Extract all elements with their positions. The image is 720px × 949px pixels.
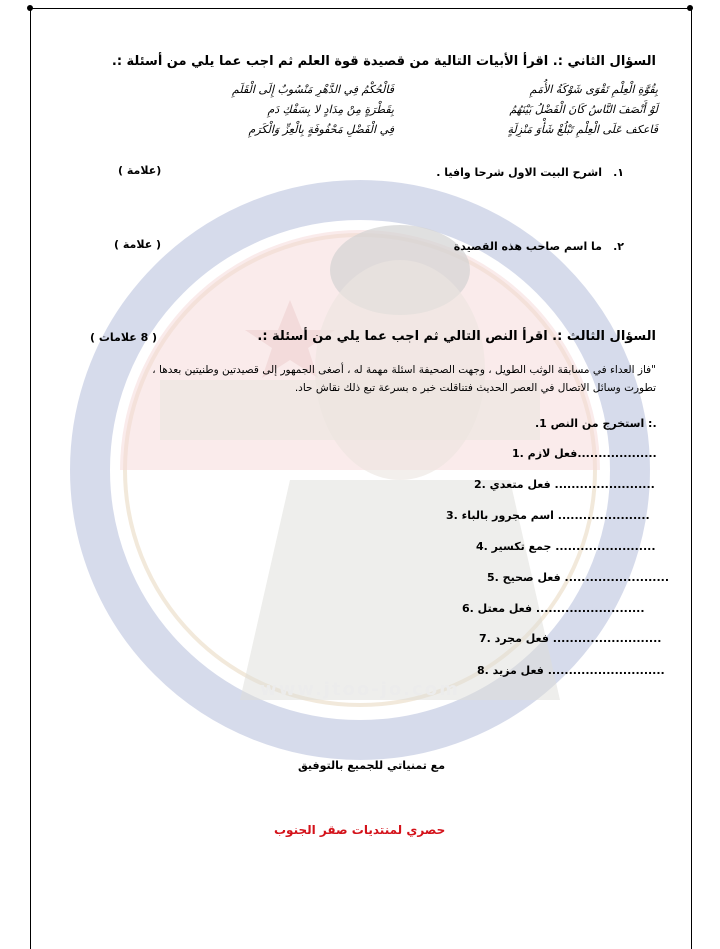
q2-item1-number: ١. xyxy=(613,166,624,179)
verse1-first-hemistich: بِقُوَّةِ الْعِلْمِ تَقْوَى شَوْكَةُ الأُمَمِ xyxy=(529,83,658,96)
extract-item-8: 8. فعل مزيد ............................ xyxy=(477,664,665,677)
corner-dot-left xyxy=(27,5,33,11)
question2-heading: السؤال الثاني :. اقرأ الأبيات التالية من قصيدة قوة العلم ثم اجب عما يلي من أسئلة :. xyxy=(111,54,656,69)
extract-item-2: 2. فعل متعدي ........................ xyxy=(474,478,655,491)
passage-line-1: "فاز العداء في مسابقة الوثب الطويل ، وجهت الصحيفة اسئلة مهمة له ، أصغى الجمهور إلى قصيدتين وطنيتين بعدها ، xyxy=(152,364,656,376)
extract-item-1: 1. فعل لازم................... xyxy=(512,447,657,460)
q2-item1-text: اشرح البيت الاول شرحا وافيا . xyxy=(436,166,602,179)
exclusive-forum-credit: حصري لمنتديات صقر الجنوب xyxy=(274,823,446,837)
verse3-second-hemistich: فِي الْفَضْلِ مَحْفُوفَةٍ بِالْعِزِّ وَالْكَرَمِ xyxy=(248,123,394,136)
question3-marks: ( 8 علامات ) xyxy=(90,331,158,344)
extract-instruction: .1 استخرج من النص :. xyxy=(535,417,657,430)
closing-wishes: مع تمنياتي للجميع بالتوفيق xyxy=(298,759,446,772)
verse2-first-hemistich: لَوْ أَنْصَفَ النَّاسُ كَانَ الْفَضْلُ بَيْنَهُمُ xyxy=(509,103,658,116)
passage-line-2: تطورت وسائل الاتصال في العصر الحديث فتناقلت خبر ه بسرعة تبع ذلك نقاش حاد. xyxy=(294,382,656,394)
watermark-url: www.jtoo-jo.com xyxy=(260,679,460,700)
verse2-second-hemistich: بِقَطْرَةٍ مِنْ مِدَادٍ لا بِسَفْكِ دَمِ xyxy=(267,103,394,116)
extract-item-6: 6. فعل معتل .......................... xyxy=(462,602,645,615)
extract-item-7: 7. فعل مجرد .......................... xyxy=(479,632,662,645)
q2-item2-marks: ( علامة ) xyxy=(114,238,162,251)
q2-item2-number: ٢. xyxy=(613,240,624,253)
extract-item-3: 3. اسم مجرور بالباء ...................... xyxy=(446,509,650,522)
verse3-first-hemistich: فَاعكف عَلَى الْعِلْمِ تَبْلُغْ شَأْوَ مَنْزِلَةٍ xyxy=(507,123,658,136)
q2-item2-text: ما اسم صاحب هذه القصيدة xyxy=(453,240,602,253)
q2-item1-marks: (علامة ) xyxy=(118,164,162,177)
extract-item-4: 4. جمع تكسير ........................ xyxy=(476,540,656,553)
question3-heading: السؤال الثالث :. اقرأ النص التالي ثم اجب عما يلي من أسئلة :. xyxy=(257,329,656,344)
corner-dot-right xyxy=(687,5,693,11)
verse1-second-hemistich: فَالْحُكْمُ فِي الدَّهْرِ مَنْسُوبٌ إِلَى الْقَلَمِ xyxy=(232,83,394,96)
extract-item-5: 5. فعل صحيح ......................... xyxy=(487,571,670,584)
